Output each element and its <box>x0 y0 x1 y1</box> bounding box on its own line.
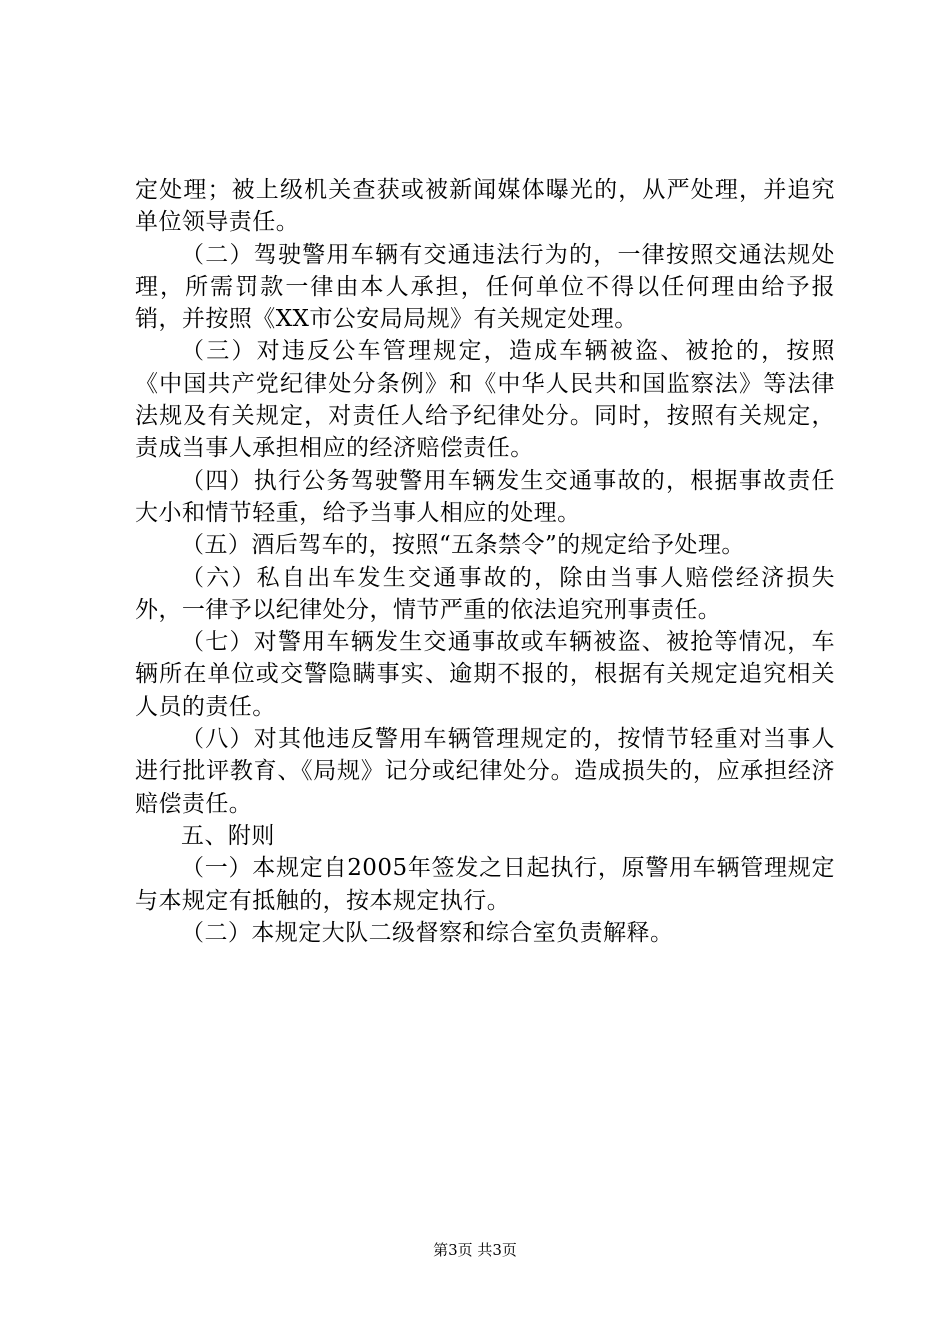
paragraph-item-8: （八）对其他违反警用车辆管理规定的，按情节轻重对当事人进行批评教育、《局规》记分或纪律处分。造成损失的，应承担经济赔偿责任。 <box>135 726 835 817</box>
page-number: 第3页 共3页 <box>433 1241 517 1259</box>
paragraph-continued: 定处理；被上级机关查获或被新闻媒体曝光的，从严处理，并追究单位领导责任。 <box>135 177 835 236</box>
document-body <box>135 174 835 949</box>
paragraph-item-4: （四）执行公务驾驶警用车辆发生交通事故的，根据事故责任大小和情节轻重，给予当事人相应的处理。 <box>135 467 835 526</box>
paragraph-item-3: （三）对违反公车管理规定，造成车辆被盗、被抢的，按照《中国共产党纪律处分条例》和《中华人民共和国监察法》等法律法规及有关规定，对责任人给予纪律处分。同时，按照有关规定，责成当事人承担相应的经济赔偿责任。 <box>135 338 835 462</box>
paragraph-item-6: （六）私自出车发生交通事故的，除由当事人赔偿经济损失外，一律予以纪律处分，情节严重的依法追究刑事责任。 <box>135 564 835 623</box>
page-footer <box>0 1240 950 1260</box>
paragraph-item-2: （二）驾驶警用车辆有交通违法行为的，一律按照交通法规处理，所需罚款一律由本人承担，任何单位不得以任何理由给予报销，并按照《XX市公安局局规》有关规定处理。 <box>135 241 835 333</box>
section-heading-appendix: 五、附则 <box>181 822 275 849</box>
paragraph-appendix-2: （二）本规定大队二级督察和综合室负责解释。 <box>181 919 674 946</box>
paragraph-item-7: （七）对警用车辆发生交通事故或车辆被盗、被抢等情况，车辆所在单位或交警隐瞒事实、逾期不报的，根据有关规定追究相关人员的责任。 <box>135 629 835 720</box>
paragraph-item-5: （五）酒后驾车的，按照“五条禁令”的规定给予处理。 <box>181 532 745 559</box>
paragraph-appendix-1: （一）本规定自2005年签发之日起执行，原警用车辆管理规定与本规定有抵触的，按本规定执行。 <box>135 855 835 914</box>
